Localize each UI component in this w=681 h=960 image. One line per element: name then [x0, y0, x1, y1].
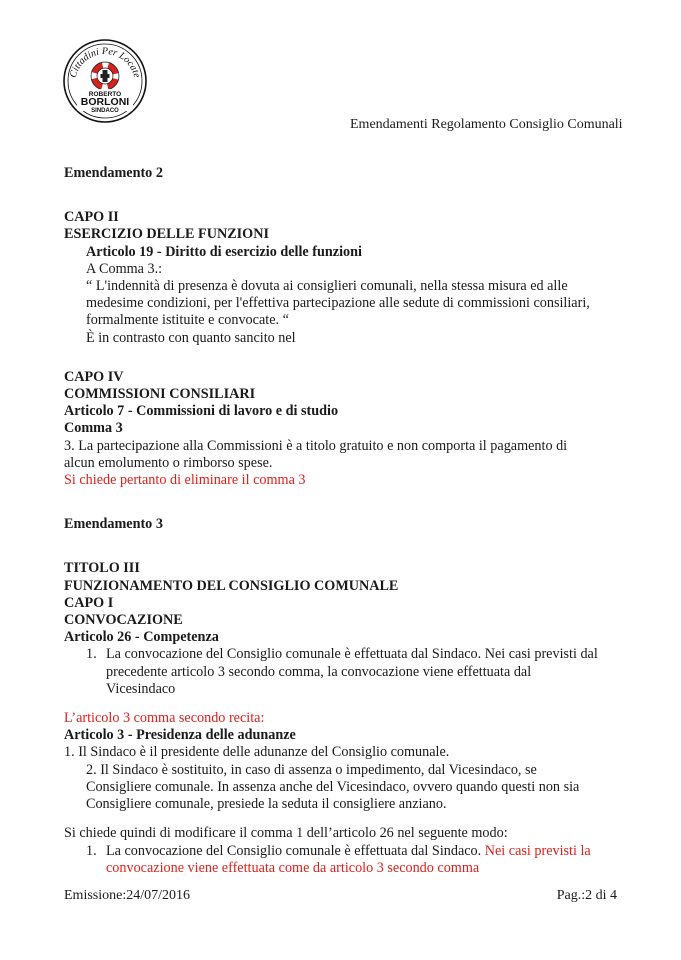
modify-request: Si chiede quindi di modificare il comma 1 dell’articolo 26 nel seguente modo:: [64, 825, 508, 842]
amendment-2-request: Si chiede pertanto di eliminare il comma 3: [64, 472, 306, 489]
lifebuoy-logo-icon: [62, 38, 148, 124]
comma-3-text-line-1: 3. La partecipazione alla Commissioni è a titolo gratuito e non comporta il pagamento di: [64, 437, 568, 454]
quote-line-1: “ L'indennità di presenza è dovuta ai consiglieri comunali, nella stessa misura ed alle: [86, 278, 568, 295]
capo-ii-title: ESERCIZIO DELLE FUNZIONI: [64, 226, 269, 243]
page-footer: [64, 888, 617, 904]
titolo-iii-title: FUNZIONAMENTO DEL CONSIGLIO COMUNALE: [64, 577, 399, 594]
list-number: 1.: [86, 842, 97, 859]
article-19-title: Articolo 19 - Diritto di esercizio delle funzioni: [86, 243, 362, 260]
capo-iv-title: COMMISSIONI CONSILIARI: [64, 386, 256, 403]
item-1-line-2: precedente articolo 3 secondo comma, la convocazione viene effettuata dal: [106, 663, 532, 680]
capo-i-label: CAPO I: [64, 594, 114, 611]
new-item-red-text: Nei casi previsti la: [484, 842, 591, 859]
logo-line1: ROBERTO: [88, 91, 122, 98]
new-article-26-item-1: [64, 843, 634, 877]
page-number: Pag.:2 di 4: [556, 888, 617, 903]
article-26-title: Articolo 26 - Competenza: [64, 629, 219, 646]
titolo-iii-label: TITOLO III: [64, 560, 140, 577]
new-item-red-line-2: convocazione viene effettuata come da articolo 3 secondo comma: [106, 859, 480, 876]
capo-iv-label: CAPO IV: [64, 368, 124, 385]
article-26-item-1: [64, 646, 634, 698]
new-item-black-text: La convocazione del Consiglio comunale è effettuata dal Sindaco.: [106, 842, 485, 859]
article-3-comma-2-line-3: Consigliere comunale, presiede la seduta il consigliere anziano.: [86, 796, 447, 813]
contrast-note: È in contrasto con quanto sancito nel: [86, 329, 296, 346]
article-3-recita: L’articolo 3 comma secondo recita:: [64, 710, 265, 727]
list-number: 1.: [86, 646, 97, 663]
logo-line2: BORLONI: [80, 96, 130, 108]
quote-line-3: formalmente istituite e convocate. “: [86, 312, 289, 329]
logo-arc-text: Cittadini Per Locate: [67, 45, 143, 80]
amendment-3-heading: Emendamento 3: [64, 516, 163, 533]
article-3-title: Articolo 3 - Presidenza delle adunanze: [64, 727, 296, 744]
article-3-comma-2-line-1: 2. Il Sindaco è sostituito, in caso di assenza o impedimento, dal Vicesindaco, se: [86, 761, 537, 778]
logo-line3: SINDACO: [91, 108, 119, 114]
article-7-title: Articolo 7 - Commissioni di lavoro e di studio: [64, 403, 339, 420]
comma-3-label: Comma 3: [64, 420, 123, 437]
item-1-line-1: La convocazione del Consiglio comunale è effettuata dal Sindaco. Nei casi previsti dal: [106, 646, 598, 663]
quote-line-2: medesime condizioni, per l'effettiva partecipazione alle sedute di commissioni consiliari,: [86, 295, 590, 312]
emission-date: Emissione:24/07/2016: [64, 888, 190, 903]
article-3-comma-1: 1. Il Sindaco è il presidente delle adunanze del Consiglio comunale.: [64, 744, 450, 761]
capo-i-title: CONVOCAZIONE: [64, 612, 183, 629]
comma-reference: A Comma 3.:: [86, 260, 163, 277]
article-3-comma-2-line-2: Consigliere comunale. In assenza anche del Vicesindaco, ovvero quando questi non sia: [86, 778, 580, 795]
capo-ii-label: CAPO II: [64, 209, 119, 226]
item-1-line-3: Vicesindaco: [106, 680, 176, 697]
document-body: [64, 165, 634, 877]
amendment-2-heading: Emendamento 2: [64, 165, 163, 181]
comma-3-text-line-2: alcun emolumento o rimborso spese.: [64, 454, 273, 471]
document-header-title: Emendamenti Regolamento Consiglio Comunali: [350, 117, 623, 132]
